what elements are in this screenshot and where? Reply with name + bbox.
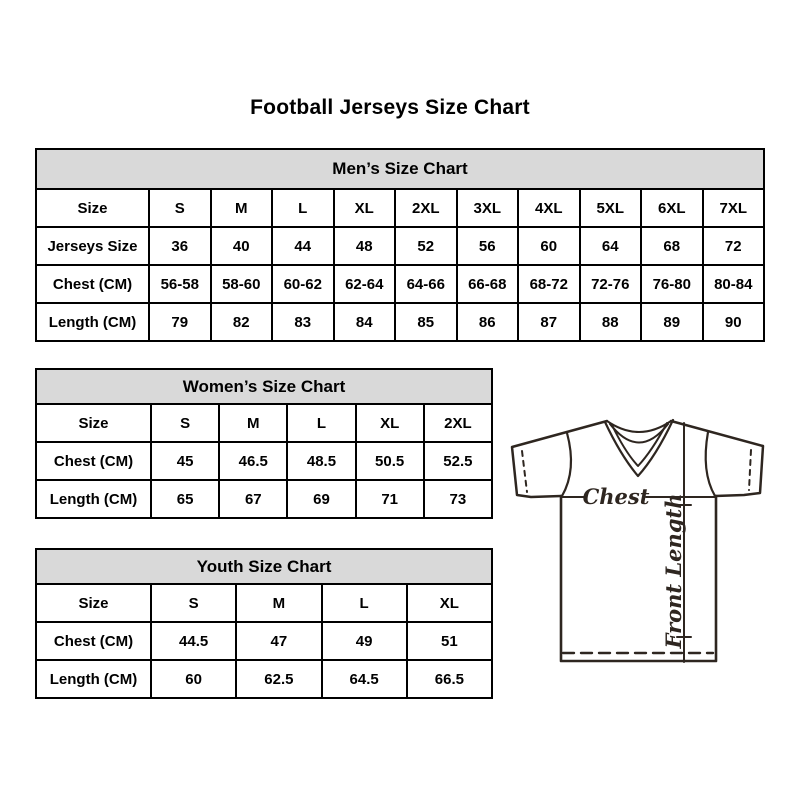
cell: 60 [518, 227, 580, 265]
cell: XL [407, 584, 492, 622]
womens-size-chart-table [35, 368, 493, 519]
cell: 3XL [457, 189, 519, 227]
row-header-cell: Chest (CM) [36, 622, 151, 660]
table [35, 368, 493, 519]
cell: 73 [424, 480, 492, 518]
cell: 4XL [518, 189, 580, 227]
table-row [36, 303, 764, 341]
cell: 66-68 [457, 265, 519, 303]
cell: 45 [151, 442, 219, 480]
jersey-measurement-diagram-icon [505, 412, 775, 672]
cell: 51 [407, 622, 492, 660]
cell: 82 [211, 303, 273, 341]
cell: 84 [334, 303, 396, 341]
table-section-row [36, 369, 492, 404]
cell: S [151, 584, 236, 622]
cell: 6XL [641, 189, 703, 227]
cell: M [219, 404, 287, 442]
cell: 49 [322, 622, 407, 660]
cell: 48.5 [287, 442, 355, 480]
cell: 44.5 [151, 622, 236, 660]
cell: L [272, 189, 334, 227]
cell: 5XL [580, 189, 642, 227]
cell: 90 [703, 303, 765, 341]
table-row [36, 227, 764, 265]
row-header-cell: Length (CM) [36, 303, 149, 341]
jersey-body-outline [561, 493, 716, 661]
cell: 83 [272, 303, 334, 341]
jersey-vneck-outer [605, 420, 673, 476]
row-header-cell: Length (CM) [36, 660, 151, 698]
cell: M [211, 189, 273, 227]
cell: 52.5 [424, 442, 492, 480]
table-row [36, 265, 764, 303]
cell: L [322, 584, 407, 622]
table-section-row [36, 149, 764, 189]
cell: 76-80 [641, 265, 703, 303]
cell: 67 [219, 480, 287, 518]
row-header-cell: Jerseys Size [36, 227, 149, 265]
row-header-cell: Chest (CM) [36, 442, 151, 480]
table-row [36, 584, 492, 622]
row-header-cell: Size [36, 584, 151, 622]
table-row [36, 622, 492, 660]
table [35, 148, 765, 342]
cell: 72-76 [580, 265, 642, 303]
cell: 69 [287, 480, 355, 518]
row-header-cell: Length (CM) [36, 480, 151, 518]
cell: 68-72 [518, 265, 580, 303]
cell: 80-84 [703, 265, 765, 303]
mens-table-title: Men’s Size Chart [36, 149, 764, 189]
table-section-row [36, 549, 492, 584]
cell: 44 [272, 227, 334, 265]
cell: 68 [641, 227, 703, 265]
cell: 71 [356, 480, 424, 518]
cell: 88 [580, 303, 642, 341]
cell: 2XL [395, 189, 457, 227]
cell: 46.5 [219, 442, 287, 480]
cell: 2XL [424, 404, 492, 442]
table [35, 548, 493, 699]
cell: 62-64 [334, 265, 396, 303]
page-title: Football Jerseys Size Chart [250, 96, 530, 119]
jersey-left-armhole-seam [562, 433, 571, 496]
cell: 86 [457, 303, 519, 341]
cell: 64-66 [395, 265, 457, 303]
row-header-cell: Size [36, 189, 149, 227]
jersey-vneck-inner [612, 423, 667, 466]
cell: 36 [149, 227, 211, 265]
cell: 66.5 [407, 660, 492, 698]
table-row [36, 480, 492, 518]
cell: XL [334, 189, 396, 227]
cell: S [149, 189, 211, 227]
cell: 72 [703, 227, 765, 265]
row-header-cell: Size [36, 404, 151, 442]
chest-label: Chest [582, 484, 650, 509]
cell: 50.5 [356, 442, 424, 480]
cell: 48 [334, 227, 396, 265]
cell: 62.5 [236, 660, 321, 698]
mens-size-chart-table [35, 148, 765, 342]
cell: XL [356, 404, 424, 442]
cell: 7XL [703, 189, 765, 227]
youth-size-chart-table [35, 548, 493, 699]
cell: 56-58 [149, 265, 211, 303]
youth-table-title: Youth Size Chart [36, 549, 492, 584]
cell: 47 [236, 622, 321, 660]
cell: 40 [211, 227, 273, 265]
table-row [36, 404, 492, 442]
cell: 52 [395, 227, 457, 265]
jersey-right-armhole-seam [706, 432, 715, 496]
cell: 60 [151, 660, 236, 698]
table-row [36, 442, 492, 480]
row-header-cell: Chest (CM) [36, 265, 149, 303]
cell: 64 [580, 227, 642, 265]
front-length-label: Front Length [661, 493, 686, 649]
jersey-left-cuff-dash [522, 451, 527, 492]
cell: L [287, 404, 355, 442]
cell: 65 [151, 480, 219, 518]
jersey-right-cuff-dash [749, 450, 751, 490]
cell: M [236, 584, 321, 622]
cell: 87 [518, 303, 580, 341]
cell: 64.5 [322, 660, 407, 698]
cell: 89 [641, 303, 703, 341]
womens-table-title: Women’s Size Chart [36, 369, 492, 404]
cell: 85 [395, 303, 457, 341]
cell: 79 [149, 303, 211, 341]
table-row [36, 660, 492, 698]
cell: 58-60 [211, 265, 273, 303]
cell: S [151, 404, 219, 442]
table-row [36, 189, 764, 227]
cell: 60-62 [272, 265, 334, 303]
cell: 56 [457, 227, 519, 265]
